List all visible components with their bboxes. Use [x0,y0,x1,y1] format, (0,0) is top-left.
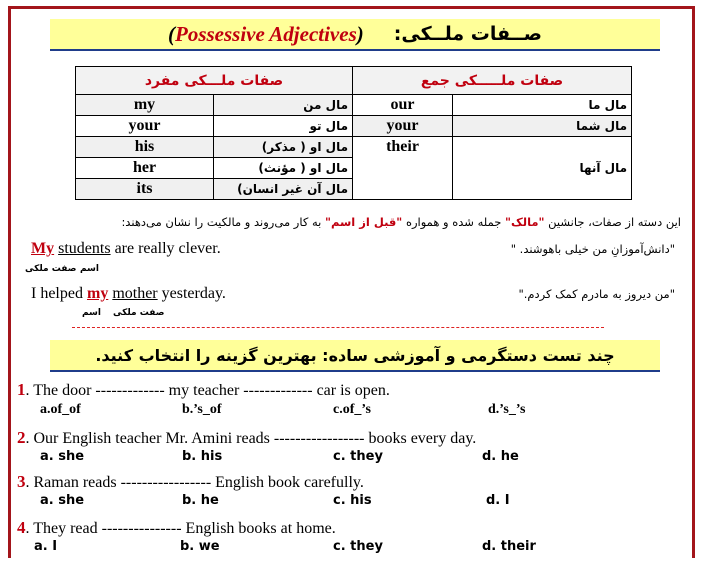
example-sentence-2 [31,285,226,303]
example-sentence-1 [31,240,221,258]
option-b[interactable]: b. his [182,449,223,464]
example-noun: students [58,240,111,257]
title-persian: صــفات ملــکی: [393,23,543,45]
plural-en-cell: your [353,116,453,137]
plural-en-cell: their [353,137,453,200]
option-a[interactable]: a. she [40,449,85,464]
question-1 [17,380,390,400]
header-singular: صفات ملـــکی مفرد [76,67,353,95]
option-a[interactable]: a.of_of [40,402,81,417]
title-paren-close: ) [356,21,364,46]
question-4 [17,518,336,538]
question-3 [17,472,364,492]
example-possessive: My [31,240,55,257]
question-text: . Our English teacher Mr. Amini reads ----------------- books every day. [25,430,477,447]
plural-fa-cell: مال شما [453,116,632,137]
question-number: 1 [17,380,26,399]
note-text: جمله شده و همواره [402,215,505,229]
option-c[interactable]: c. his [333,493,372,508]
question-number: 4 [17,518,26,537]
plural-fa-cell: مال آنها [453,137,632,200]
note-text: این دسته از صفات، جانشین [544,215,681,229]
note-before-noun: "قبل از اسم" [324,215,403,229]
quiz-banner [50,340,660,372]
singular-en-cell: your [76,116,214,137]
note-text: به کار می‌روند و مالکیت را نشان می‌دهند: [121,215,325,229]
divider [72,327,604,328]
plural-en-cell: our [353,95,453,116]
option-c[interactable]: c. they [333,449,383,464]
option-b[interactable]: b.’s_of [182,402,222,417]
quiz-title: چند تست دستگرمی و آموزشی ساده: بهترین گزینه را انتخاب کنید. [95,345,615,365]
option-d[interactable]: d. their [482,539,536,554]
option-b[interactable]: b. we [180,539,220,554]
example-translation-1: "دانش‌آموزانِ من خیلی باهوشند. " [510,242,675,256]
singular-en-cell: his [76,137,214,158]
singular-en-cell: its [76,179,214,200]
singular-fa-cell: مال او ( مذکر) [214,137,353,158]
tag-noun: اسم [82,308,101,318]
example-possessive: my [86,285,109,302]
title-english-text: Possessive Adjectives [175,21,357,46]
note-owner: "مالک" [504,215,545,229]
option-d[interactable]: d. he [482,449,519,464]
option-c[interactable]: c. they [333,539,383,554]
title-banner [50,19,660,51]
example-text: yesterday. [157,285,226,302]
possessive-table [75,66,632,200]
question-2 [17,428,476,448]
question-number: 2 [17,428,26,447]
example-text: are really clever. [110,240,221,257]
option-a[interactable]: a. I [34,539,58,554]
singular-en-cell: my [76,95,214,116]
option-d[interactable]: d. I [486,493,510,508]
title-english [168,22,364,47]
tag-adjective: صفت ملکی [113,308,165,318]
header-plural: صفات ملـــــکی جمع [353,67,632,95]
title-paren-open: ( [168,21,175,46]
question-text: . The door ------------- my teacher ------------- car is open. [25,382,390,399]
option-a[interactable]: a. she [40,493,85,508]
option-b[interactable]: b. he [182,493,219,508]
question-number: 3 [17,472,26,491]
example-text: I helped [31,285,87,302]
singular-fa-cell: مال آن غیر انسان) [214,179,353,200]
tag-adjective: صفت ملکی [25,264,77,274]
rule-note [121,215,681,229]
option-c[interactable]: c.of_’s [333,402,371,417]
plural-fa-cell: مال ما [453,95,632,116]
singular-en-cell: her [76,158,214,179]
tag-noun: اسم [80,264,99,274]
option-d[interactable]: d.’s_’s [488,402,526,417]
singular-fa-cell: مال تو [214,116,353,137]
question-text: . They read --------------- English books at home. [25,520,336,537]
question-text: . Raman reads ----------------- English book carefully. [25,474,364,491]
example-translation-2: "من دیروز به مادرم کمک کردم." [518,287,675,301]
example-noun: mother [112,285,158,302]
singular-fa-cell: مال او ( مؤنث) [214,158,353,179]
singular-fa-cell: مال من [214,95,353,116]
